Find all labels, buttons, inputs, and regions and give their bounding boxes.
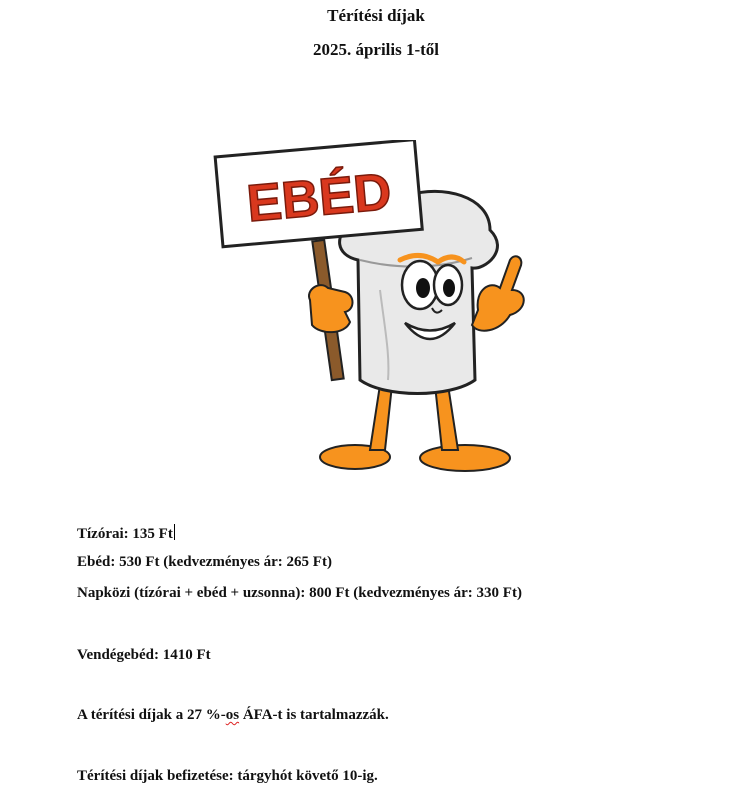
left-glove <box>309 285 352 332</box>
chef-hat-mascot-icon <box>210 140 530 480</box>
text-cursor <box>174 524 175 540</box>
price-tizorai: Tízórai: 135 Ft <box>77 526 173 542</box>
right-foot <box>420 445 510 471</box>
right-leg <box>435 385 458 450</box>
chef-hat-mascot-illustration <box>210 140 530 480</box>
note-befizetes: Térítési díjak befizetése: tárgyhót követő 10-ig. <box>77 768 378 784</box>
spellcheck-marked-word: os <box>225 707 240 723</box>
price-ebed: Ebéd: 530 Ft (kedvezményes ár: 265 Ft) <box>77 554 332 570</box>
price-napkozi: Napközi (tízórai + ebéd + uzsonna): 800 Ft (kedvezményes ár: 330 Ft) <box>77 585 522 601</box>
note-afa: A térítési díjak a 27 %-os ÁFA-t is tartalmazzák. <box>77 707 389 723</box>
price-vendegebed: Vendégebéd: 1410 Ft <box>77 647 211 663</box>
left-leg <box>370 385 392 450</box>
page-subtitle: 2025. április 1-től <box>312 40 440 59</box>
page-title: Térítési díjak <box>327 6 425 25</box>
sign-text: EBÉD <box>244 162 394 234</box>
